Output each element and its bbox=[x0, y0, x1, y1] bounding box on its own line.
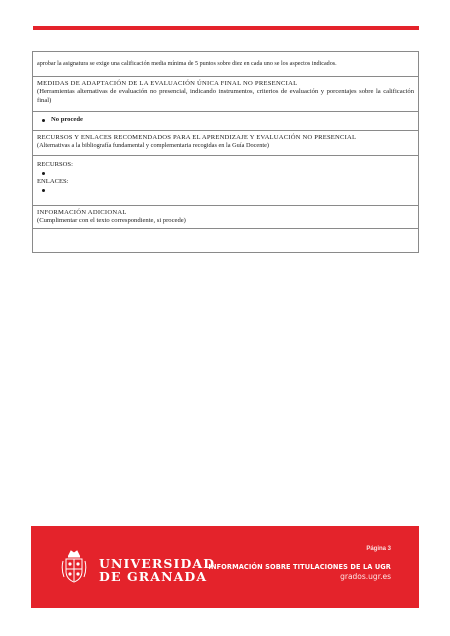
university-crest-icon bbox=[61, 549, 87, 586]
titulaciones-info: INFORMACIÓN SOBRE TITULACIONES DE LA UGR bbox=[208, 563, 391, 571]
empty-row bbox=[33, 229, 418, 252]
guide-table bbox=[32, 51, 419, 253]
page-number: Página 3 bbox=[366, 546, 391, 552]
list-item bbox=[51, 116, 414, 124]
no-procede-row bbox=[33, 112, 418, 131]
bullet-icon bbox=[51, 169, 414, 177]
header-red-rule bbox=[33, 26, 419, 30]
recursos-label: RECURSOS: bbox=[37, 161, 73, 168]
info-adicional-description: (Cumplimentar con el texto correspondiente, si procede) bbox=[37, 217, 186, 225]
recursos-heading: RECURSOS Y ENLACES RECOMENDADOS PARA EL APRENDIZAJE Y EVALUACIÓN NO PRESENCIAL bbox=[37, 134, 357, 141]
info-adicional-section bbox=[33, 206, 418, 229]
no-procede-text: No procede bbox=[51, 116, 83, 123]
info-adicional-heading: INFORMACIÓN ADICIONAL bbox=[37, 209, 127, 216]
medidas-description: (Herramientas alternativas de evaluación no presencial, indicando instrumentos, criterios de evaluación y porcentajes sobre la calificación final) bbox=[37, 88, 414, 104]
recursos-description: (Alternativas a la bibliografía fundamental y complementaria recogidas en la Guía Docente) bbox=[37, 142, 270, 150]
university-name-line2: DE GRANADA bbox=[99, 569, 208, 584]
recursos-enlaces-row bbox=[33, 156, 418, 206]
medidas-section bbox=[33, 77, 418, 112]
grading-text: aprobar la asignatura se exige una calificación media mínima de 5 puntos sobre diez en cada uno se los aspectos indicados. bbox=[37, 61, 337, 67]
grading-row bbox=[33, 52, 418, 77]
bullet-icon bbox=[51, 186, 414, 194]
medidas-heading: MEDIDAS DE ADAPTACIÓN DE LA EVALUACIÓN ÚNICA FINAL NO PRESENCIAL bbox=[37, 80, 298, 87]
recursos-section bbox=[33, 131, 418, 156]
university-name-line1: UNIVERSIDAD bbox=[99, 556, 216, 571]
enlaces-label: ENLACES: bbox=[37, 177, 69, 185]
page-footer bbox=[31, 526, 419, 608]
site-link[interactable]: grados.ugr.es bbox=[340, 572, 391, 581]
